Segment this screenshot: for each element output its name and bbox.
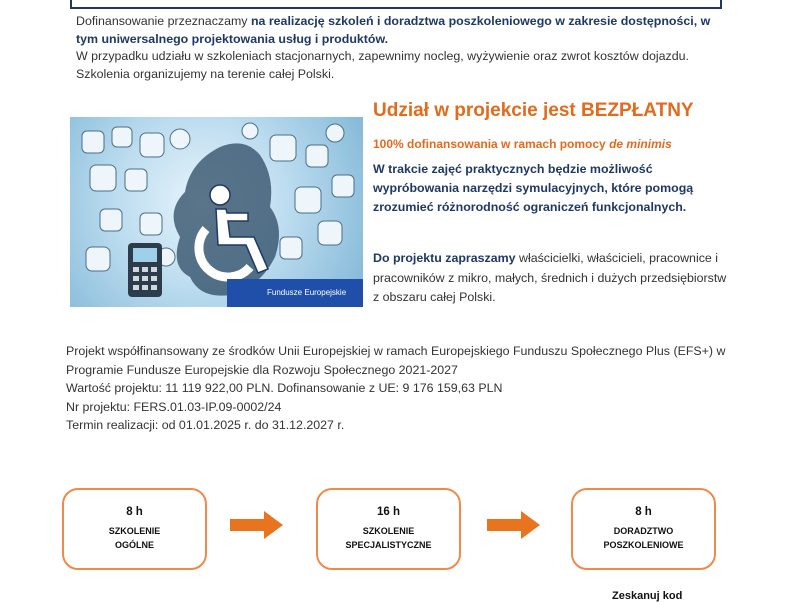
eu-funds-badge: Fundusze Europejskie [227, 279, 363, 307]
funding-text: 100% dofinansowania w ramach pomocy [373, 137, 610, 151]
step-hours: 8 h [126, 506, 143, 518]
funding-italic: de minimis [609, 137, 672, 151]
step-hours: 16 h [376, 506, 400, 518]
step-name: SZKOLENIE OGÓLNE [108, 526, 161, 550]
invite-rest: właścicielki, właścicieli, pracownice i pracowników z mikro, małych, średnich i dużych przedsiębiorstw z obszaru całej Polski. [373, 251, 727, 304]
practice-paragraph: W trakcie zajęć praktycznych będzie możliwość wypróbowania narzędzi symulacyjnych, które pomogą zrozumieć różnorodność ograniczeń funkcjonalnych. [373, 162, 694, 214]
project-info [66, 342, 746, 435]
step-specialist-training [316, 488, 461, 570]
intro-plain: Dofinansowanie przeznaczamy [76, 14, 251, 28]
arrow-right-icon [487, 510, 541, 540]
step-hours: 8 h [635, 506, 652, 518]
project-line-dates: Termin realizacji: od 01.01.2025 r. do 31.12.2027 r. [66, 418, 345, 432]
step-name: SZKOLENIE SPECJALISTYCZNE [345, 526, 432, 550]
intro-bold: na realizację szkoleń i doradztwa poszkoleniowego w zakresie dostępności, w tym uniwersalnego projektowania usług i produktów. [76, 14, 711, 46]
invite-paragraph [373, 249, 733, 308]
step-general-training [62, 488, 207, 570]
intro-text [76, 13, 726, 83]
invite-bold: Do projektu zapraszamy [373, 251, 516, 265]
hero-image [70, 117, 363, 307]
funding-line [373, 137, 672, 151]
step-name: DORADZTWO POSZKOLENIOWE [603, 526, 684, 550]
header-box-border [70, 0, 722, 9]
intro-paragraph-2: W przypadku udziału w szkoleniach stacjonarnych, zapewnimy nocleg, wyżywienie oraz zwrot kosztów dojazdu. Szkolenia organizujemy na terenie całej Polski. [76, 49, 689, 81]
step-post-training-advisory [571, 488, 716, 570]
scan-code-caption: Zeskanuj kod [612, 590, 683, 602]
arrow-right-icon [230, 510, 284, 540]
project-line-value: Wartość projektu: 11 119 922,00 PLN. Dofinansowanie z UE: 9 176 159,63 PLN [66, 381, 503, 395]
project-line-financing: Projekt współfinansowany ze środków Unii Europejskiej w ramach Europejskiego Funduszu Społecznego Plus (EFS+) w Programie Fundusze Europejskie dla Rozwoju Społecznego 2021-2027 [66, 344, 726, 377]
project-line-number: Nr projektu: FERS.01.03-IP.09-0002/24 [66, 399, 282, 414]
intro-paragraph-1 [76, 13, 726, 48]
free-participation-headline: Udział w projekcie jest BEZPŁATNY [373, 100, 694, 121]
